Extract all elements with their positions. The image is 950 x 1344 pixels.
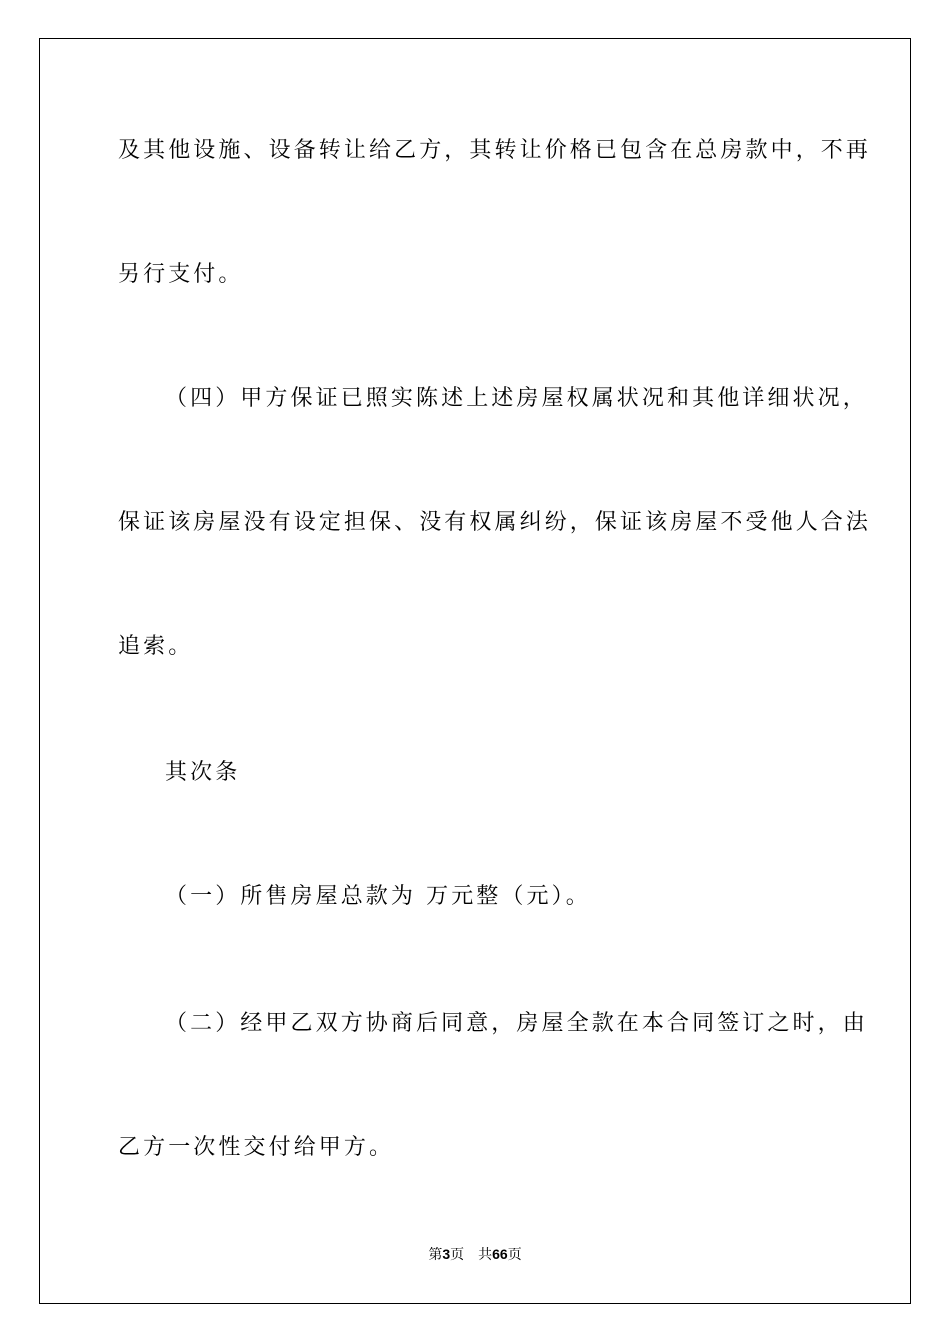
- total-prefix: 共: [478, 1247, 493, 1263]
- body-line-3: （四）甲方保证已照实陈述上述房屋权属状况和其他详细状况，: [165, 386, 868, 411]
- body-line-4: 保证该房屋没有设定担保、没有权属纠纷，保证该房屋不受他人合法: [118, 510, 872, 535]
- body-line-8: （二）经甲乙双方协商后同意，房屋全款在本合同签订之时，由: [165, 1011, 868, 1036]
- total-suffix: 页: [507, 1247, 522, 1263]
- page-suffix: 页: [450, 1247, 465, 1263]
- body-line-6-article-heading: 其次条: [165, 760, 241, 785]
- body-line-1: 及其他设施、设备转让给乙方，其转让价格已包含在总房款中，不再: [118, 138, 872, 163]
- total-pages-number: 66: [492, 1246, 508, 1262]
- body-line-7: （一）所售房屋总款为 万元整（元）。: [165, 884, 591, 909]
- page-prefix: 第: [428, 1247, 443, 1263]
- body-line-2: 另行支付。: [118, 262, 244, 287]
- body-line-5: 追索。: [118, 634, 194, 659]
- page-footer: [0, 1244, 950, 1265]
- current-page-number: 3: [442, 1246, 451, 1262]
- page-border: [39, 38, 911, 1304]
- body-line-9: 乙方一次性交付给甲方。: [118, 1135, 395, 1160]
